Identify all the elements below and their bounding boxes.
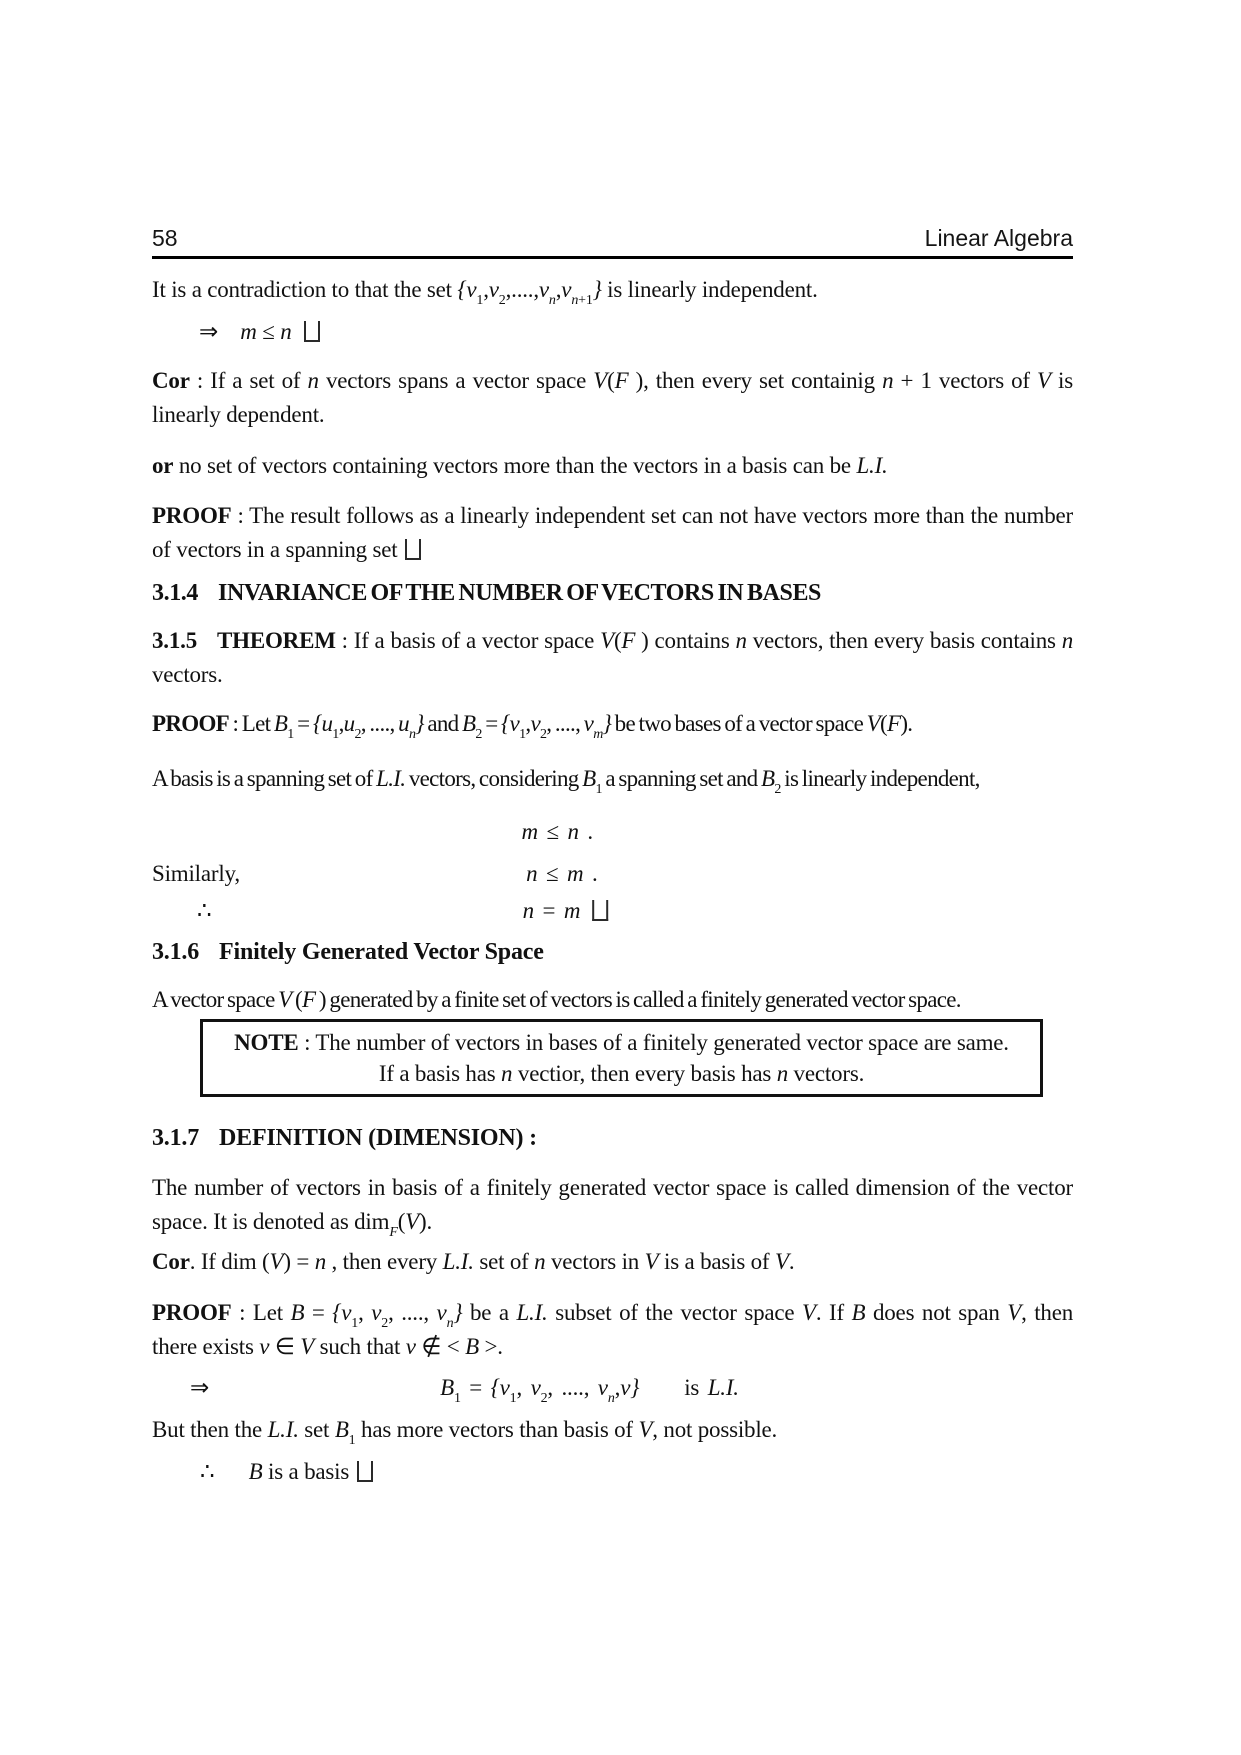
text-run: 2 <box>498 293 506 308</box>
text-run: = <box>293 711 313 736</box>
text-run: , ...., <box>547 1375 598 1400</box>
text-run: set of <box>473 1249 535 1274</box>
p-but-then <box>152 1413 1073 1447</box>
text-run: vectors, then every basis contains <box>746 628 1062 653</box>
r-similarly <box>152 857 1073 891</box>
text-run: , <box>614 1375 621 1400</box>
text-run: PROOF <box>152 711 229 736</box>
text-run: INVARIANCE OF THE NUMBER OF VECTORS IN BASES <box>218 580 821 606</box>
text-run: . If dim ( <box>189 1249 270 1274</box>
text-run: such that <box>314 1334 406 1359</box>
text-run: B <box>462 711 476 736</box>
text-run: L.I. <box>856 453 888 478</box>
p-or-note <box>152 449 1073 483</box>
p-theorem-315 <box>152 624 1073 692</box>
p-dimension-def <box>152 1171 1073 1239</box>
text-run: m <box>563 898 581 923</box>
text-run: } <box>592 277 602 302</box>
text-run: v <box>466 277 477 302</box>
p-cor-span <box>152 364 1073 432</box>
text-run: PROOF <box>152 1300 232 1325</box>
text-run: , <box>483 277 489 302</box>
text-run: set <box>298 1417 335 1442</box>
text-run: u <box>398 711 409 736</box>
text-run: v <box>405 1334 416 1359</box>
text-run: v <box>509 711 520 736</box>
text-run: is <box>684 1375 708 1400</box>
text-run: n <box>1061 628 1073 653</box>
text-run: , not possible. <box>652 1417 778 1442</box>
text-run: { <box>501 711 510 736</box>
text-run: DEFINITION (DIMENSION) <box>219 1125 524 1151</box>
text-run: v <box>530 711 540 736</box>
text-run: a spanning set and <box>601 766 762 791</box>
text-run: B <box>290 1300 305 1325</box>
text-run: B <box>273 711 288 736</box>
text-run: 3.1.4 <box>152 580 199 606</box>
text-run: 2 <box>354 727 361 742</box>
text-run: n <box>735 628 747 653</box>
text-run: v <box>488 277 499 302</box>
text-run: } <box>453 1300 463 1325</box>
text-run: L.I. <box>442 1249 474 1274</box>
text-run: u <box>321 711 333 736</box>
text-run: n <box>446 1316 454 1331</box>
text-run: is a basis of <box>658 1249 775 1274</box>
qed-box-icon <box>592 900 608 921</box>
h-316 <box>152 935 1073 969</box>
text-run: vectors, considering <box>405 766 583 791</box>
text-run: L.I. <box>516 1300 548 1325</box>
page-number: 58 <box>152 225 178 251</box>
p-proof-li-subset <box>152 1296 1073 1364</box>
text-run: subset of the vector space <box>547 1300 803 1325</box>
text-run: V <box>638 1417 653 1442</box>
text-run: vectors. <box>788 1061 865 1086</box>
note-line-2 <box>211 1058 1032 1089</box>
text-run: { <box>490 1375 500 1400</box>
text-run: is linearly dependent. <box>152 368 1073 427</box>
qed-box-icon <box>304 321 320 342</box>
text-run: : The result follows as a linearly independent set can not have vectors more than the number of vectors in a spanning set <box>152 503 1073 562</box>
text-run: n <box>280 319 292 344</box>
text-run: 3.1.7 <box>152 1125 200 1151</box>
gap-spacer <box>580 917 590 918</box>
text-run: 1 <box>519 727 526 742</box>
p-therefore-basis <box>152 1455 1073 1489</box>
text-run: If a basis has <box>378 1061 502 1086</box>
gap-spacer <box>218 338 240 339</box>
text-run: PROOF <box>152 503 232 528</box>
text-run: { <box>332 1300 342 1325</box>
text-run: no set of vectors containing vectors more than the vectors in a basis can be <box>173 453 857 478</box>
text-run: : Let <box>229 711 274 736</box>
text-run: { <box>312 711 322 736</box>
text-run: B <box>851 1300 866 1325</box>
text-run: v <box>259 1334 270 1359</box>
text-run: V <box>593 368 608 393</box>
text-run: } <box>602 711 612 736</box>
gap-spacer <box>198 599 218 600</box>
text-run: n <box>522 898 534 923</box>
text-run: n <box>534 1249 546 1274</box>
qed-box-icon <box>357 1461 373 1482</box>
text-run: +1 <box>578 293 593 308</box>
text-run: n <box>571 293 579 308</box>
p-basis-li <box>152 762 1073 796</box>
gap-spacer <box>199 1144 219 1145</box>
text-run: m <box>240 319 257 344</box>
text-run: . <box>578 819 593 844</box>
text-run: n <box>567 819 579 844</box>
text-run: be a <box>462 1300 517 1325</box>
text-run: F <box>614 368 629 393</box>
r-m-le-n <box>152 815 1073 849</box>
text-run: 2 <box>475 727 482 742</box>
text-run: v <box>530 1375 541 1400</box>
text-run: 1 <box>453 1391 461 1406</box>
text-run: n <box>408 727 416 742</box>
text-run: = <box>481 711 502 736</box>
text-run: V <box>1007 1300 1022 1325</box>
text-run: ,...., <box>505 277 539 302</box>
p-proof-bases <box>152 707 1073 741</box>
text-run: F <box>886 711 901 736</box>
text-run: 1 <box>348 1433 356 1448</box>
page-content <box>152 0 1073 1489</box>
text-run: V <box>866 711 881 736</box>
text-run: The number of vectors in basis of a finitely generated vector space is called dimension of the vector space. It is denoted as dim <box>152 1175 1073 1234</box>
h-317 <box>152 1121 1073 1155</box>
text-run: is linearly independent. <box>601 277 818 302</box>
text-run: n <box>307 368 319 393</box>
text-run: B <box>465 1334 479 1359</box>
text-run: L.I. <box>707 1375 739 1400</box>
r-therefore-nm-left <box>197 894 212 928</box>
text-run: v <box>538 277 549 302</box>
text-run: is linearly independent, <box>780 766 980 791</box>
text-run: n <box>548 293 556 308</box>
r-therefore-nm-equation <box>523 894 611 928</box>
text-run: { <box>457 277 467 302</box>
r-therefore-nm <box>152 894 1073 928</box>
text-run: vectors. <box>152 662 223 687</box>
text-run: v <box>561 277 572 302</box>
text-run: = <box>460 1375 491 1400</box>
text-run: 3.1.5 <box>152 628 198 653</box>
eq-arrow <box>152 315 1073 349</box>
r-m-le-n-equation <box>522 815 593 849</box>
text-run: B <box>248 1459 263 1484</box>
gap-spacer <box>639 1394 684 1395</box>
text-run: 2 <box>774 782 781 797</box>
text-run: V <box>600 628 614 653</box>
text-run: = <box>533 898 564 923</box>
text-run: m <box>593 727 603 742</box>
text-run: 1 <box>332 727 339 742</box>
text-run: ⇒ <box>190 1375 210 1400</box>
text-run: B <box>761 766 775 791</box>
text-run: , <box>525 711 531 736</box>
text-run: ( <box>880 711 887 736</box>
text-run: 3.1.6 <box>152 939 200 965</box>
p-proof-spanning <box>152 499 1073 567</box>
text-run: v <box>371 1300 382 1325</box>
text-run: m <box>567 861 584 886</box>
text-run: But then the <box>152 1417 268 1442</box>
text-run: = <box>304 1300 333 1325</box>
text-run: : Let <box>231 1300 291 1325</box>
text-run: L.I. <box>376 766 406 791</box>
text-run: } <box>630 1375 640 1400</box>
text-run: ∈ <box>269 1334 301 1359</box>
text-run: >. <box>478 1334 503 1359</box>
text-run: v <box>341 1300 352 1325</box>
text-run: It is a contradiction to that the set <box>152 277 458 302</box>
text-run: A basis is a spanning set of <box>152 766 377 791</box>
text-run: v <box>499 1375 510 1400</box>
r-b1-li <box>152 1371 1073 1405</box>
text-run: n <box>776 1061 788 1086</box>
p-contradiction <box>152 273 1073 307</box>
gap-spacer <box>197 647 217 648</box>
text-run: n <box>501 1061 513 1086</box>
text-run: v <box>597 1375 608 1400</box>
text-run: ( <box>291 987 303 1012</box>
text-run: } <box>415 711 424 736</box>
text-run: ( <box>607 368 615 393</box>
text-run: is a basis <box>262 1459 355 1484</box>
text-run: m <box>521 819 538 844</box>
text-blocks <box>152 273 1073 1489</box>
r-b1-li-equation <box>440 1371 739 1405</box>
p-finitely-generated <box>152 983 1073 1017</box>
text-run: 2 <box>539 727 547 742</box>
text-run: or <box>152 453 174 478</box>
text-run: V <box>644 1249 659 1274</box>
text-run: , ...., <box>388 1300 437 1325</box>
text-run: vectors in <box>545 1249 645 1274</box>
text-run: , <box>358 1300 372 1325</box>
text-run: F <box>621 628 636 653</box>
p-cor-dim <box>152 1245 1073 1279</box>
text-run: and <box>423 711 462 736</box>
text-run: n <box>526 861 538 886</box>
text-run: : The number of vectors in bases of a finitely generated vector space are same. <box>298 1030 1009 1055</box>
text-run: . If <box>815 1300 852 1325</box>
text-run: NOTE <box>234 1030 299 1055</box>
text-run: THEOREM <box>217 628 336 653</box>
text-run: vectors spans a vector space <box>318 368 594 393</box>
text-run: , then every <box>326 1249 443 1274</box>
text-run: ∉ < <box>415 1334 466 1359</box>
text-run: . <box>788 1249 795 1274</box>
text-run: , then there exists <box>152 1300 1074 1359</box>
note-box <box>200 1019 1043 1097</box>
text-run: : <box>523 1125 537 1151</box>
text-run: 2 <box>540 1391 548 1406</box>
text-run: n <box>607 1391 615 1406</box>
text-run: V <box>300 1334 315 1359</box>
text-run: ∴ <box>197 898 212 923</box>
text-run: V <box>269 1249 284 1274</box>
text-run: Cor <box>152 368 190 393</box>
qed-box-icon <box>405 539 421 560</box>
text-run: ≤ <box>256 319 281 344</box>
text-run: 1 <box>476 293 484 308</box>
page-header <box>152 224 1073 259</box>
note-line-1 <box>211 1027 1032 1058</box>
text-run: 1 <box>287 727 294 742</box>
text-run: 1 <box>595 782 602 797</box>
text-run: ) = <box>283 1249 315 1274</box>
text-run: be two bases of a vector space <box>611 711 867 736</box>
text-run: , <box>338 711 344 736</box>
r-b1-li-left <box>190 1371 209 1405</box>
gap-spacer <box>292 338 302 339</box>
text-run: ≤ <box>537 861 567 886</box>
text-run: V <box>802 1300 816 1325</box>
text-run: V <box>278 987 292 1012</box>
text-run: ∴ <box>200 1459 215 1484</box>
text-run: B <box>582 766 596 791</box>
text-run: ( <box>397 1209 406 1234</box>
text-run: 2 <box>381 1316 389 1331</box>
text-run: has more vectors than basis of <box>355 1417 639 1442</box>
text-run: , ...., <box>546 711 584 736</box>
text-run: v <box>620 1375 631 1400</box>
text-run: V <box>1037 368 1051 393</box>
text-run: ). <box>419 1209 433 1234</box>
text-run: n <box>314 1249 326 1274</box>
text-run: , <box>555 277 562 302</box>
r-similarly-left <box>152 857 240 891</box>
gap-spacer <box>199 958 219 959</box>
text-run: B <box>440 1375 454 1400</box>
text-run: 1 <box>351 1316 359 1331</box>
text-run: ). <box>900 711 913 736</box>
text-run: v <box>583 711 594 736</box>
text-run: V <box>774 1249 789 1274</box>
text-run: B <box>334 1417 349 1442</box>
text-run: ( <box>613 628 622 653</box>
text-run: + 1 vectors of <box>893 368 1038 393</box>
text-run: n <box>882 368 894 393</box>
running-title: Linear Algebra <box>924 225 1073 251</box>
text-run: ), then every set containig <box>628 368 883 393</box>
text-run: ) contains <box>635 628 736 653</box>
text-run: Cor <box>152 1249 190 1274</box>
text-run: 1 <box>509 1391 517 1406</box>
text-run: , ...., <box>360 711 399 736</box>
text-run: A vector space <box>152 987 279 1012</box>
text-run: u <box>343 711 355 736</box>
text-run: Similarly, <box>152 861 240 886</box>
text-run: . <box>583 861 598 886</box>
text-run: ≤ <box>537 819 568 844</box>
text-run: F <box>389 1225 398 1240</box>
text-run: : If a set of <box>189 368 308 393</box>
text-run: Finitely Generated Vector Space <box>219 939 544 965</box>
text-run: : If a basis of a vector space <box>335 628 601 653</box>
text-run: does not span <box>865 1300 1008 1325</box>
h-314 <box>152 576 1073 610</box>
text-run: L.I. <box>267 1417 299 1442</box>
text-run: v <box>436 1300 447 1325</box>
r-similarly-equation <box>526 857 597 891</box>
text-run: V <box>405 1209 420 1234</box>
text-run: F <box>302 987 316 1012</box>
gap-spacer <box>215 1478 249 1479</box>
text-run: vectior, then every basis has <box>512 1061 777 1086</box>
text-run: ⇒ <box>199 319 219 344</box>
text-run: , <box>516 1375 531 1400</box>
text-run: ) generated by a finite set of vectors is called a finitely generated vector space. <box>315 987 961 1012</box>
